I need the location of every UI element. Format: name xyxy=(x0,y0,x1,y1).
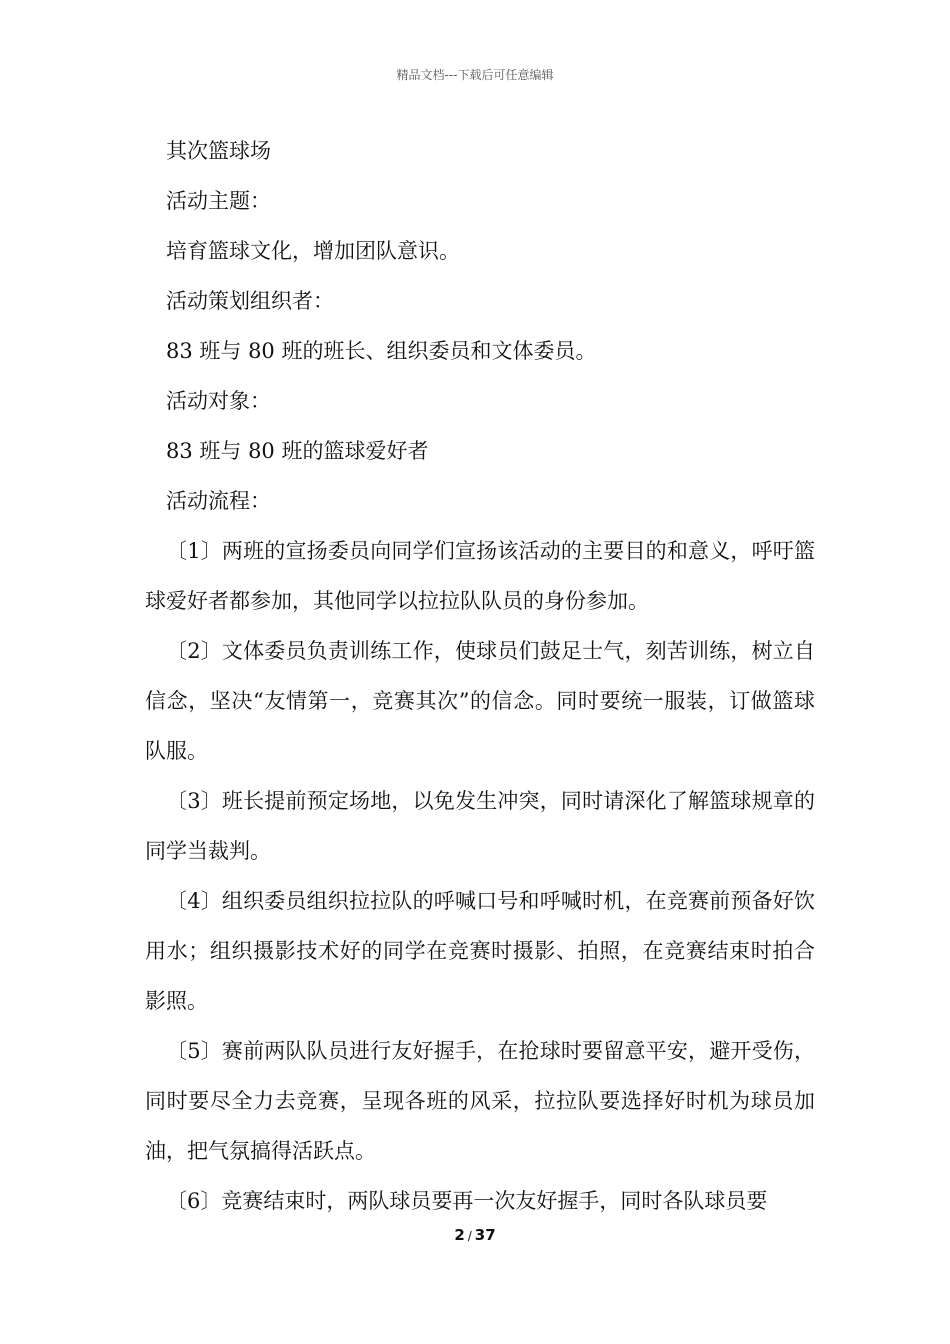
theme-heading: 活动主题： xyxy=(166,189,271,213)
process-step-6: 〔6〕竞赛结束时，两队球员要再一次友好握手，同时各队球员要 xyxy=(166,1189,768,1213)
organizer-text: 83 班与 80 班的班长、组织委员和文体委员。 xyxy=(166,339,597,363)
audience-heading: 活动对象： xyxy=(166,389,271,413)
audience-text: 83 班与 80 班的篮球爱好者 xyxy=(166,439,429,463)
current-page: 2 xyxy=(454,1226,465,1244)
total-pages: 37 xyxy=(474,1226,496,1244)
document-body xyxy=(145,126,815,1226)
process-step-2: 〔2〕文体委员负责训练工作，使球员们鼓足士气，刻苦训练，树立自信念，坚决“友情第一，竞赛其次”的信念。同时要统一服装，订做篮球队服。 xyxy=(145,639,815,763)
process-heading: 活动流程： xyxy=(166,489,271,513)
venue-line: 其次篮球场 xyxy=(166,139,271,163)
process-step-1: 〔1〕两班的宣扬委员向同学们宣扬该活动的主要目的和意义，呼吁篮球爱好者都参加，其他同学以拉拉队队员的身份参加。 xyxy=(145,539,815,613)
theme-text: 培育篮球文化，增加团队意识。 xyxy=(166,239,460,263)
process-step-5: 〔5〕赛前两队队员进行友好握手，在抢球时要留意平安，避开受伤，同时要尽全力去竞赛，呈现各班的风采，拉拉队要选择好时机为球员加油，把气氛搞得活跃点。 xyxy=(145,1039,815,1163)
process-step-3: 〔3〕班长提前预定场地，以免发生冲突，同时请深化了解篮球规章的同学当裁判。 xyxy=(145,789,815,863)
page-separator: / xyxy=(467,1229,472,1243)
process-step-4: 〔4〕组织委员组织拉拉队的呼喊口号和呼喊时机，在竞赛前预备好饮用水；组织摄影技术好的同学在竞赛时摄影、拍照，在竞赛结束时拍合影照。 xyxy=(145,889,815,1013)
page-header: 精品文档---下载后可任意编辑 xyxy=(396,68,554,82)
organizer-heading: 活动策划组织者： xyxy=(166,289,334,313)
page-number xyxy=(0,1226,950,1244)
